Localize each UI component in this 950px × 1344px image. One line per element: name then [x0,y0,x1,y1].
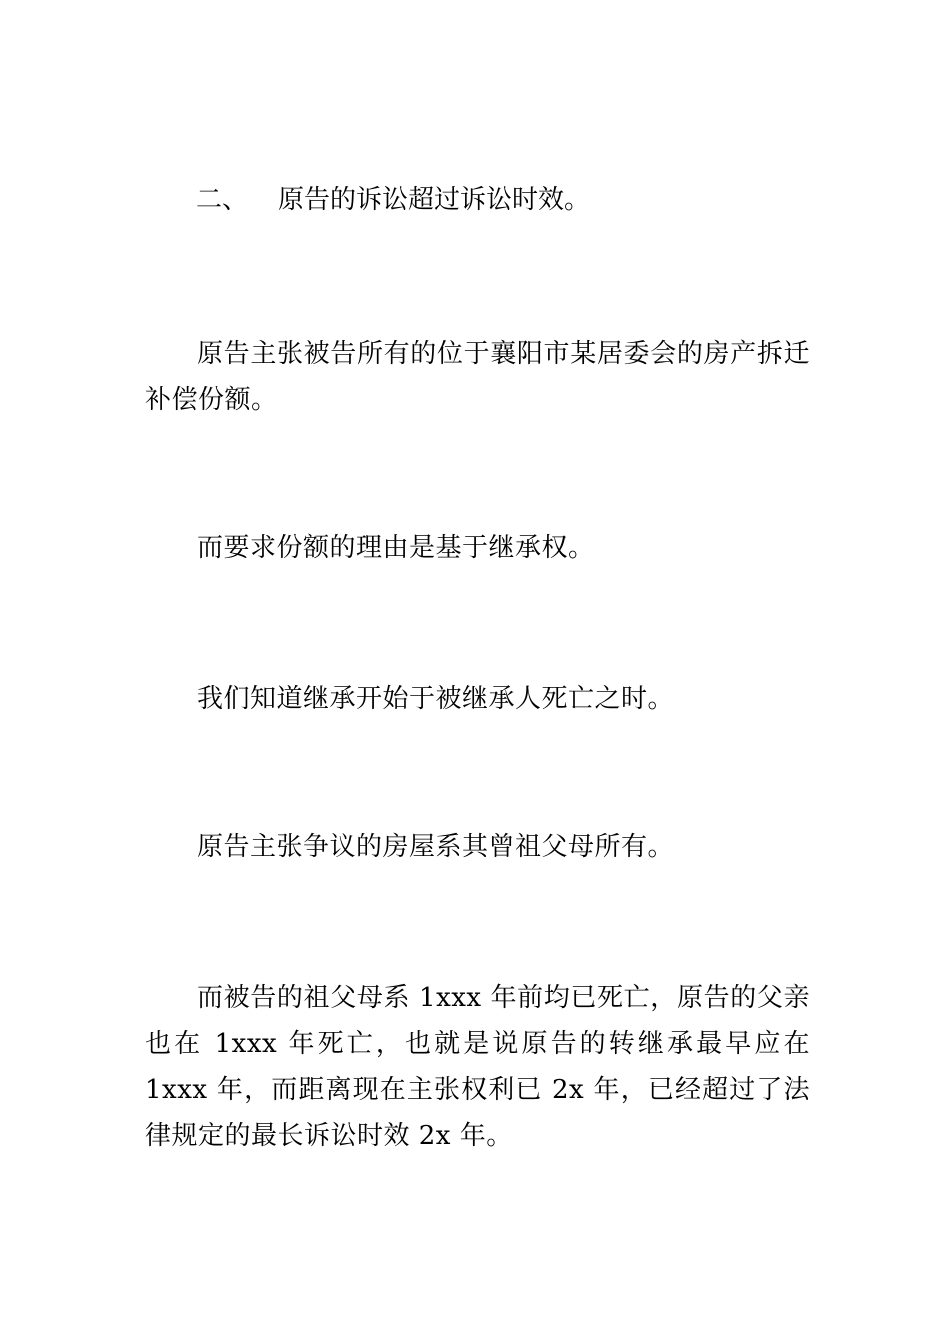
paragraph-limitation: 而被告的祖父母系 1xxx 年前均已死亡，原告的父亲也在 1xxx 年死亡，也就是说原告的转继承最早应在 1xxx 年，而距离现在主张权利已 2x 年，已经超过了法律规定的最长诉讼时效 2x 年。 [145,983,810,1151]
section-heading [196,177,590,223]
paragraph-inheritance-start: 我们知道继承开始于被继承人死亡之时。 [197,684,675,714]
section-number: 二、 [196,185,249,215]
section-title: 原告的诉讼超过诉讼时效。 [278,185,591,215]
paragraph-basis: 而要求份额的理由是基于继承权。 [197,533,595,563]
paragraph-claim: 原告主张被告所有的位于襄阳市某居委会的房产拆迁补偿份额。 [145,339,810,415]
paragraph-ownership: 原告主张争议的房屋系其曾祖父母所有。 [197,832,675,862]
